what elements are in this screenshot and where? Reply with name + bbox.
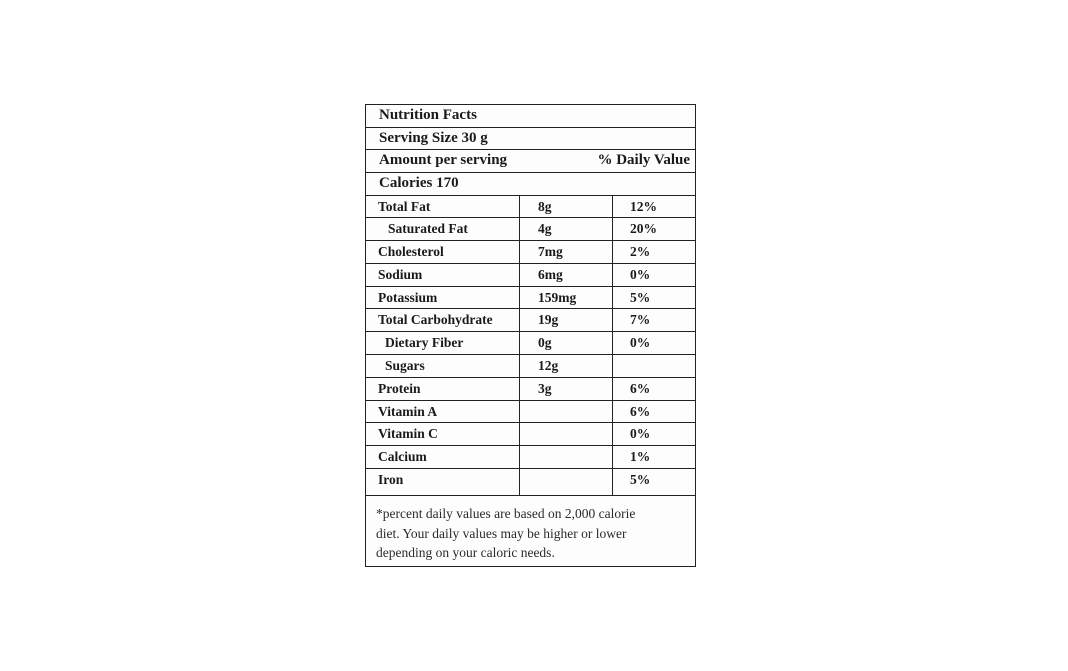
nutrient-daily-value: 0% [630,266,651,282]
nutrient-name: Potassium [366,287,520,309]
nutrient-amount: 0g [520,332,613,354]
nutrient-amount: 6mg [520,264,613,286]
nutrient-daily-value: 7% [630,312,651,328]
nutrient-amount [520,446,613,468]
amount-per-serving-row [366,150,695,173]
amount-per-serving: Amount per serving [379,152,508,168]
nutrient-name: Total Carbohydrate [366,309,520,331]
nutrient-amount [520,401,613,423]
nutrient-amount [520,469,613,495]
nutrient-name: Cholesterol [366,241,520,263]
nutrient-daily-value: 0% [630,426,651,442]
nutrient-amount: 4g [520,218,613,240]
daily-value-header: % Daily Value [597,152,690,168]
nutrient-amount: 12g [520,355,613,377]
nutrient-row-total-fat [366,196,695,219]
nutrient-row-sugars [366,355,695,378]
nutrient-name: Iron [366,469,520,495]
footnote-line: *percent daily values are based on 2,000 calorie [376,506,636,522]
nutrient-name: Vitamin A [366,401,520,423]
nutrient-amount: 7mg [520,241,613,263]
nutrient-row-vitamin-c [366,423,695,446]
nutrient-daily-value: 20% [630,221,657,237]
calories: Calories 170 [379,174,459,191]
footnote-line: depending on your caloric needs. [376,545,555,561]
nutrient-amount: 8g [520,196,613,218]
nutrient-row-cholesterol [366,241,695,264]
nutrient-daily-value [613,355,695,377]
nutrient-amount: 3g [520,378,613,400]
nutrient-row-total-carbohydrate [366,309,695,332]
nutrient-name: Saturated Fat [366,218,520,240]
nutrient-name: Vitamin C [366,423,520,445]
serving-size-row [366,128,695,151]
nutrient-name: Total Fat [366,196,520,218]
nutrient-name: Sodium [366,264,520,286]
footnote [366,496,695,566]
nutrient-row-calcium [366,446,695,469]
nutrient-amount: 19g [520,309,613,331]
nutrient-row-protein [366,378,695,401]
nutrient-row-saturated-fat [366,218,695,241]
nutrient-name: Protein [366,378,520,400]
nutrient-daily-value: 5% [630,289,651,305]
nutrient-name: Sugars [366,355,520,377]
nutrient-daily-value: 6% [630,403,651,419]
calories-row [366,173,695,196]
nutrition-facts-label [365,104,696,567]
nutrient-row-dietary-fiber [366,332,695,355]
nutrient-daily-value: 1% [630,449,651,465]
footnote-line: diet. Your daily values may be higher or lower [376,525,627,541]
nutrient-row-sodium [366,264,695,287]
label-title: Nutrition Facts [379,107,477,123]
nutrient-row-iron [366,469,695,496]
nutrient-name: Dietary Fiber [366,332,520,354]
nutrient-daily-value: 2% [630,244,651,260]
nutrient-amount: 159mg [520,287,613,309]
nutrient-name: Calcium [366,446,520,468]
nutrient-row-vitamin-a [366,401,695,424]
nutrient-daily-value: 6% [630,380,651,396]
nutrient-daily-value: 12% [630,198,657,214]
nutrient-daily-value: 0% [630,335,651,351]
nutrient-row-potassium [366,287,695,310]
label-title-row [366,105,695,128]
serving-size: Serving Size 30 g [379,129,488,146]
nutrient-daily-value: 5% [630,472,651,488]
nutrient-amount [520,423,613,445]
